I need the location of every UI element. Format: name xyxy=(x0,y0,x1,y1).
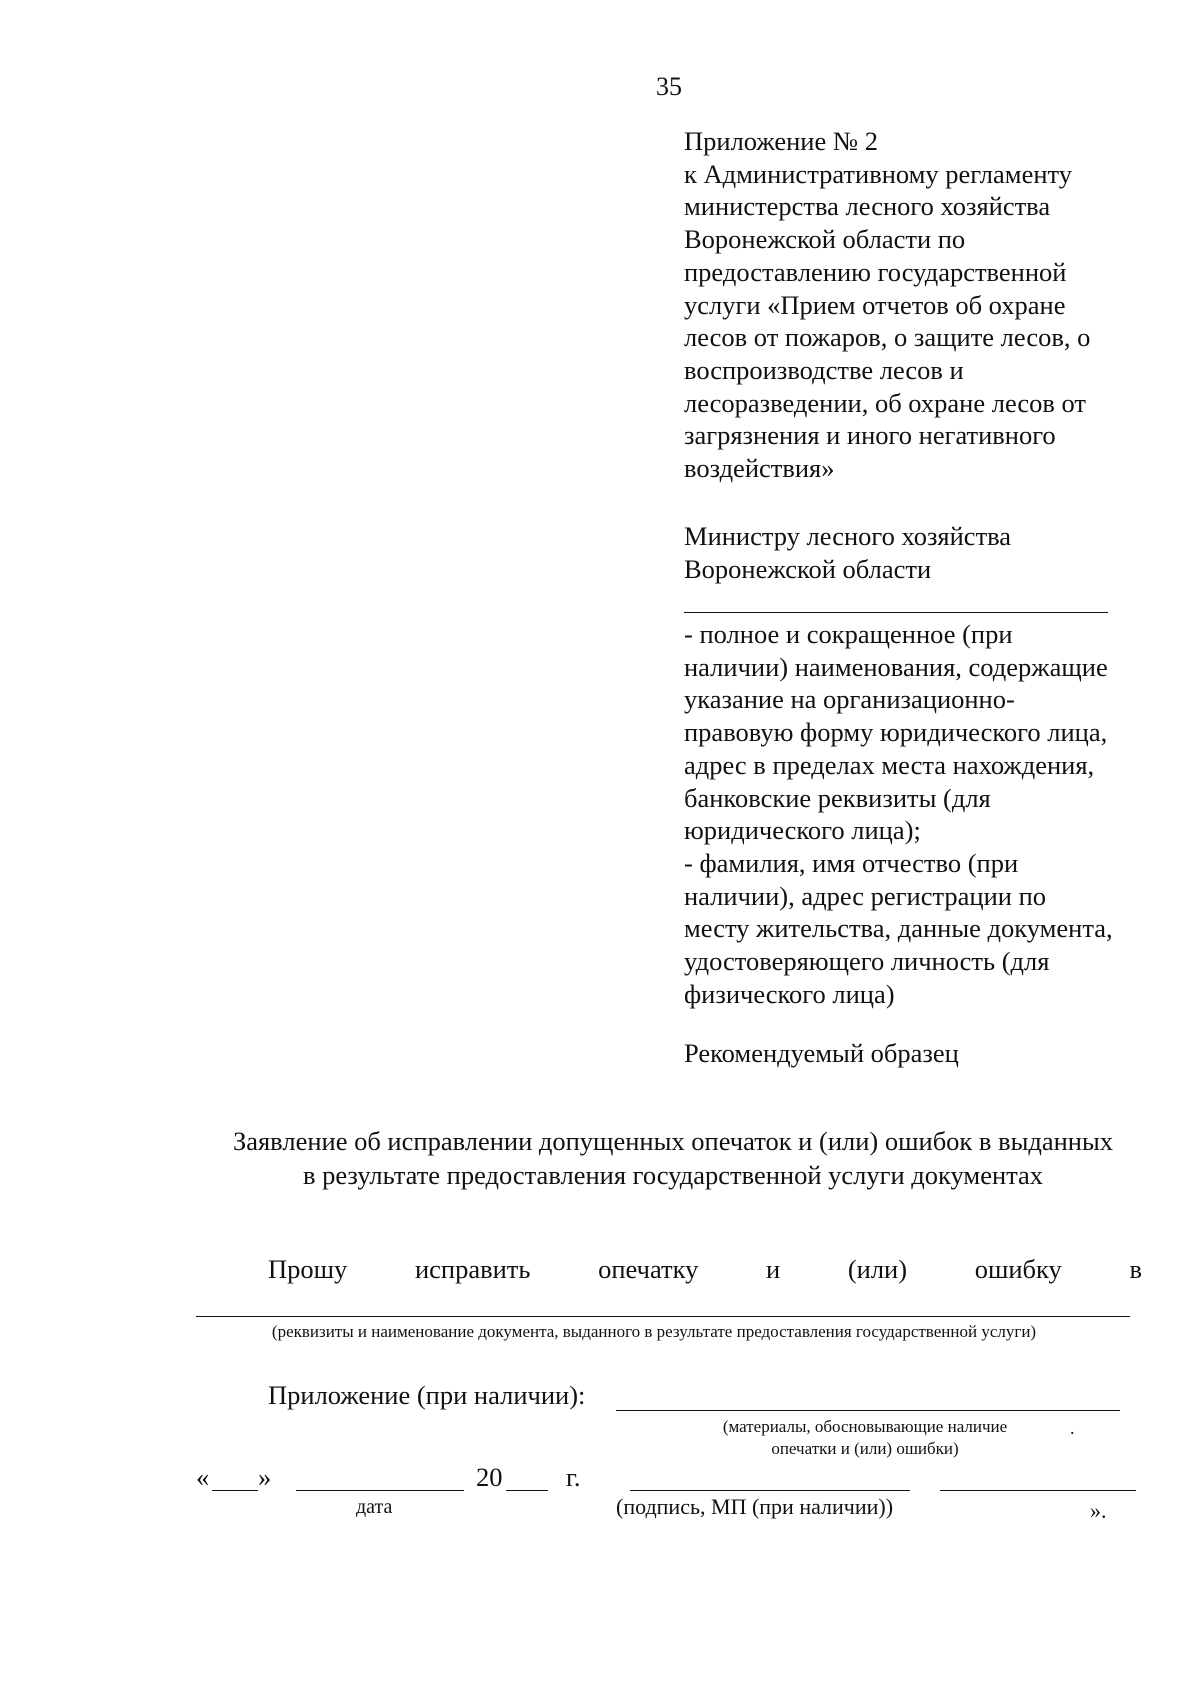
year-suffix: г. xyxy=(566,1462,581,1492)
applicant-blank-line xyxy=(684,612,1108,613)
request-word: (или) xyxy=(847,1254,908,1284)
appendix-line: Приложение № 2 xyxy=(684,126,879,156)
applicant-note xyxy=(684,618,1113,1010)
appendix-line: к Административному регламенту xyxy=(684,158,1072,189)
page-number: 35 xyxy=(656,72,682,101)
document-details-line xyxy=(196,1316,1130,1317)
request-word: в xyxy=(1129,1254,1142,1284)
request-word: ошибку xyxy=(974,1254,1062,1284)
date-caption: дата xyxy=(356,1496,393,1518)
request-word: исправить xyxy=(414,1254,531,1284)
request-word: опечатку xyxy=(598,1254,699,1284)
attachment-caption-line: (материалы, обосновывающие наличие xyxy=(722,1417,1008,1436)
open-quote: « xyxy=(196,1462,210,1492)
applicant-note-line: месту жительства, данные документа, xyxy=(684,913,1113,944)
addressee-line: Воронежской области xyxy=(684,553,932,584)
document-title xyxy=(196,1124,1150,1192)
applicant-note-line: физического лица) xyxy=(684,978,895,1009)
request-word: Прошу xyxy=(268,1254,348,1284)
applicant-note-line: указание на организационно- xyxy=(684,684,1015,715)
addressee-line: Министру лесного хозяйства xyxy=(684,521,1012,551)
appendix-line: воздействия» xyxy=(684,453,835,484)
applicant-note-line: наличии), адрес регистрации по xyxy=(684,880,1046,911)
attachment-caption xyxy=(680,1416,1050,1460)
request-row xyxy=(268,1254,1142,1285)
applicant-note-line: - фамилия, имя отчество (при xyxy=(684,847,1019,878)
applicant-note-line: наличии) наименования, содержащие xyxy=(684,651,1108,682)
applicant-note-line: правовую форму юридического лица, xyxy=(684,717,1108,748)
appendix-line: лесов от пожаров, о защите лесов, о xyxy=(684,322,1091,353)
document-details-caption: (реквизиты и наименование документа, выданного в результате предоставления государственной услуги) xyxy=(271,1322,1037,1341)
appendix-line: услуги «Прием отчетов об охране xyxy=(684,289,1066,320)
signature-caption: (подпись, МП (при наличии)) xyxy=(616,1494,894,1519)
end-mark: ». xyxy=(1090,1498,1107,1523)
appendix-line: министерства лесного хозяйства xyxy=(684,191,1051,222)
applicant-note-line: банковские реквизиты (для xyxy=(684,782,991,813)
appendix-line: загрязнения и иного негативного xyxy=(684,420,1056,451)
stray-dot: . xyxy=(1070,1418,1075,1438)
applicant-note-line: адрес в пределах места нахождения, xyxy=(684,749,1095,780)
attachment-caption-line: опечатки и (или) ошибки) xyxy=(771,1439,959,1458)
attachment-label: Приложение (при наличии): xyxy=(268,1380,586,1410)
appendix-line: Воронежской области по xyxy=(684,224,966,255)
day-line xyxy=(212,1490,258,1491)
year-line xyxy=(506,1490,548,1491)
appendix-line: воспроизводстве лесов и xyxy=(684,354,964,385)
appendix-line: лесоразведении, об охране лесов от xyxy=(684,387,1087,418)
title-line-1: Заявление об исправлении допущенных опечаток и (или) ошибок в выданных xyxy=(232,1126,1114,1156)
request-word: и xyxy=(766,1254,781,1284)
sample-label: Рекомендуемый образец xyxy=(684,1038,959,1068)
applicant-note-line: - полное и сокращенное (при xyxy=(684,619,1013,649)
attachment-line xyxy=(616,1410,1120,1411)
appendix-block xyxy=(684,125,1090,485)
appendix-line: предоставлению государственной xyxy=(684,256,1067,287)
year-prefix: 20 xyxy=(476,1462,503,1492)
month-line xyxy=(296,1490,464,1491)
applicant-note-line: юридического лица); xyxy=(684,815,921,846)
name-line xyxy=(940,1490,1136,1491)
signature-line xyxy=(630,1490,910,1491)
addressee-block xyxy=(684,520,1011,585)
close-quote: » xyxy=(258,1462,272,1492)
title-line-2: в результате предоставления государственной услуги документах xyxy=(302,1160,1044,1190)
applicant-note-line: удостоверяющего личность (для xyxy=(684,946,1050,977)
